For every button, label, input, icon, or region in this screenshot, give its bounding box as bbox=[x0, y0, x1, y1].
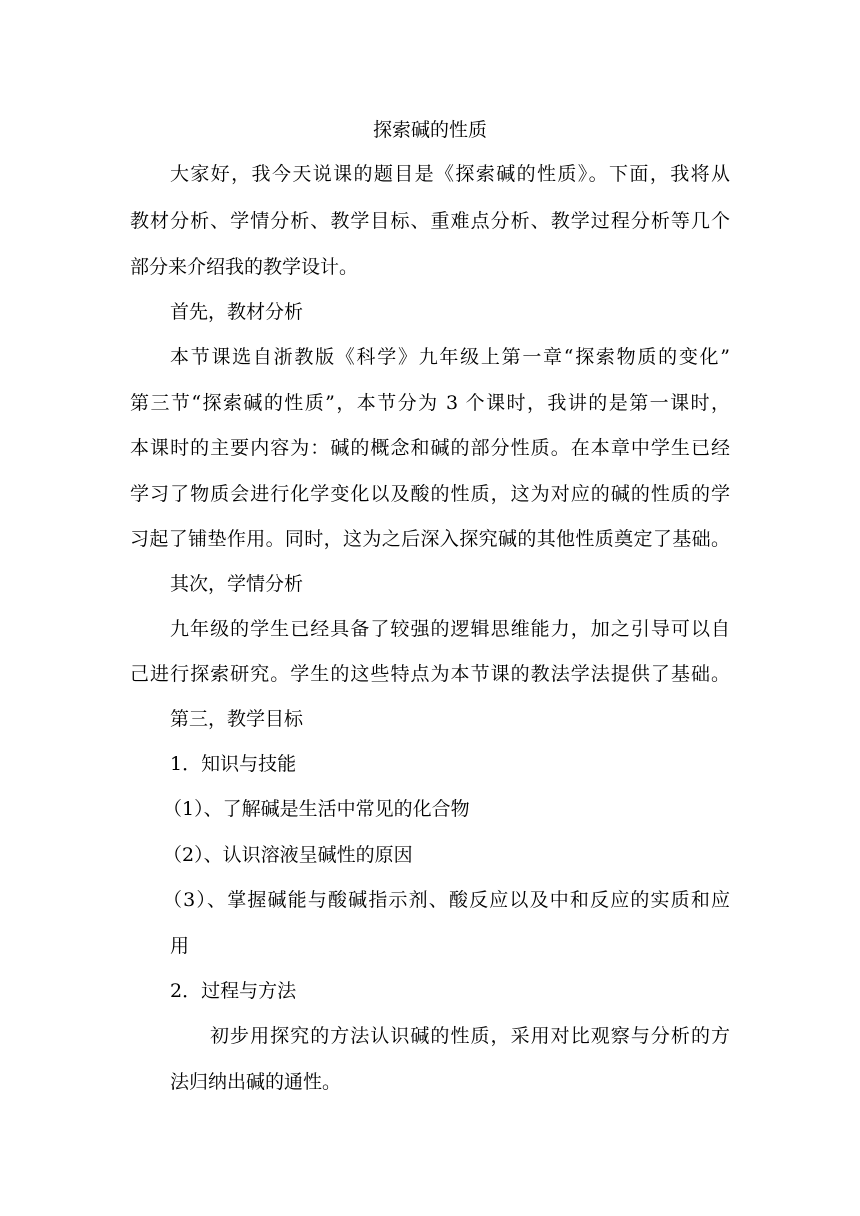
section1-line-3: 本课时的主要内容为：碱的概念和碱的部分性质。在本章中学生已经 bbox=[130, 437, 730, 459]
intro-line-1: 大家好，我今天说课的题目是《探索碱的性质》。下面，我将从 bbox=[170, 163, 730, 185]
objective-knowledge-label: 1．知识与技能 bbox=[170, 753, 297, 775]
objective-process-line-1: 初步用探究的方法认识碱的性质，采用对比观察与分析的方 bbox=[210, 1025, 730, 1047]
intro-line-2: 教材分析、学情分析、教学目标、重难点分析、教学过程分析等几个 bbox=[130, 210, 730, 232]
section1-line-1: 本节课选自浙教版《科学》九年级上第一章“探索物质的变化” bbox=[170, 346, 730, 368]
section1-line-5: 习起了铺垫作用。同时，这为之后深入探究碱的其他性质奠定了基础。 bbox=[130, 528, 730, 550]
objective-process-label: 2．过程与方法 bbox=[170, 980, 297, 1002]
section2-line-2: 己进行探索研究。学生的这些特点为本节课的教法学法提供了基础。 bbox=[130, 663, 730, 685]
section1-heading: 首先，教材分析 bbox=[170, 301, 304, 323]
objective-knowledge-sub-2: （2）、认识溶液呈碱性的原因 bbox=[163, 844, 413, 866]
section2-heading: 其次，学情分析 bbox=[170, 573, 304, 595]
objective-process-line-2: 法归纳出碱的通性。 bbox=[170, 1071, 342, 1093]
section3-heading: 第三，教学目标 bbox=[170, 708, 304, 730]
section1-line-4: 学习了物质会进行化学变化以及酸的性质，这为对应的碱的性质的学 bbox=[130, 483, 730, 505]
objective-knowledge-sub-3: （3）、掌握碱能与酸碱指示剂、酸反应以及中和反应的实质和应 bbox=[163, 889, 730, 911]
objective-knowledge-sub-1: （1）、了解碱是生活中常见的化合物 bbox=[163, 798, 470, 820]
objective-knowledge-sub-3-cont: 用 bbox=[170, 935, 190, 957]
section1-line-2: 第三节“探索碱的性质”，本节分为 3 个课时，我讲的是第一课时， bbox=[130, 392, 730, 414]
section2-line-1: 九年级的学生已经具备了较强的逻辑思维能力，加之引导可以自 bbox=[170, 618, 730, 640]
intro-line-3: 部分来介绍我的教学设计。 bbox=[130, 256, 359, 278]
document-title: 探索碱的性质 bbox=[372, 119, 487, 141]
